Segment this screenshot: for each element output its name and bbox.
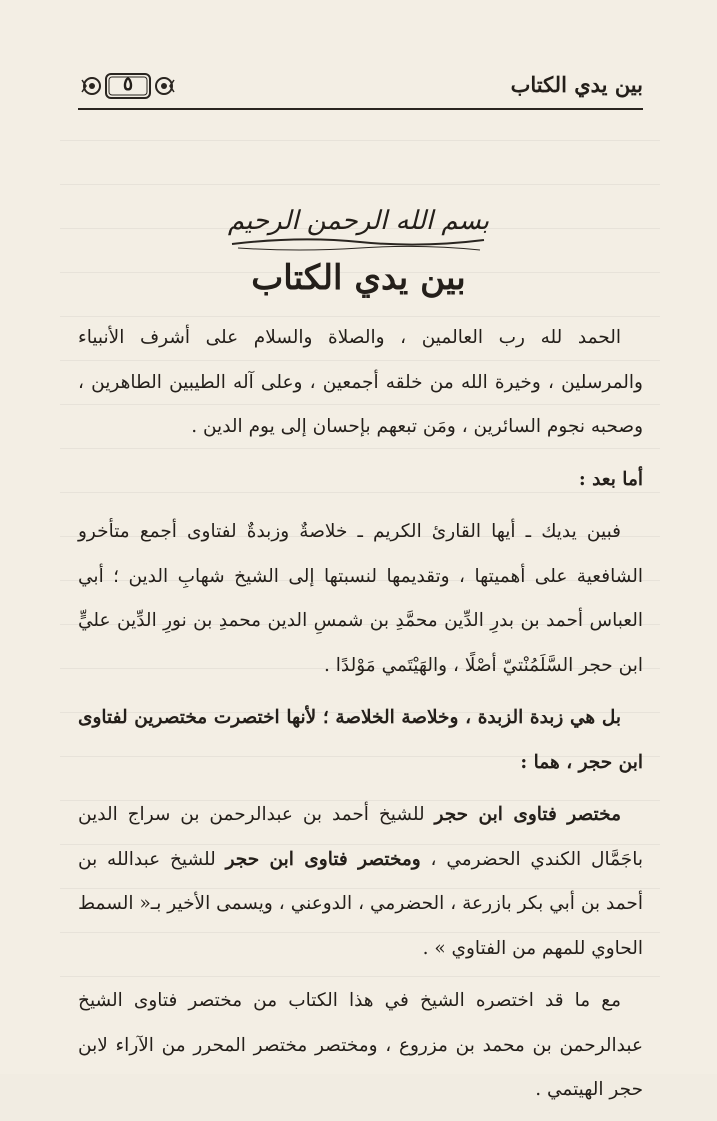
page-number: ٥ <box>122 73 134 95</box>
section-heading-amma-bad: أما بعد : <box>578 468 643 490</box>
paragraph-summary-of-summaries: بل هي زبدة الزبدة ، وخلاصة الخلاصة ؛ لأنها اختصرت مختصرين لفتاوى ابن حجر ، هما : <box>78 707 643 773</box>
first-abridgement-title: مختصر فتاوى ابن حجر <box>434 804 621 825</box>
running-title: بين يدي الكتاب <box>510 72 643 97</box>
paragraph-additional-sources: مع ما قد اختصره الشيخ في هذا الكتاب من مختصر فتاوى الشيخ عبدالرحمن بن محمد بن مزروع ، ومختصر مختصر المحرر من الآراء لابن حجر الهيتمي . <box>78 990 643 1100</box>
page-header <box>78 68 643 110</box>
paragraph-two-abridgements <box>78 793 643 971</box>
second-abridgement-title: ومختصر فتاوى ابن حجر <box>225 848 421 870</box>
first-abridgement-author: للشيخ أحمد بن عبدالرحمن بن سراج الدين باجَمَّال الكندي الحضرمي ، <box>78 804 643 870</box>
paragraph-introduction: فبين يديك ـ أيها القارئ الكريم ـ خلاصةٌ وزبدةٌ لفتاوى أجمع متأخرو الشافعية على أهميتها ، وتقديمها لنسبتها إلى الشيخ شهابِ الدين ؛ أبي العباس أحمد بن بدرِ الدِّين محمَّدِ بن شمسِ الدين محمدِ بن نورِ الدِّين عليٍّ ابن حجر السَّلَمُنْتيّ أصْلًا ، والهَيْتَمي مَوْلدًا . <box>78 521 643 676</box>
second-abridgement-author: للشيخ عبدالله بن أحمد بن أبي بكر بازرعة ، الحضرمي ، الدوعني ، ويسمى الأخير بـ« السمط الحاوي للمهم من الفتاوي » . <box>78 848 643 959</box>
paragraph-praise: الحمد لله رب العالمين ، والصلاة والسلام على أشرف الأنبياء والمرسلين ، وخيرة الله من خلقه أجمعين ، وعلى آله الطيبين الطاهرين ، وصحبه نجوم السائرين ، ومَن تبعهم بإحسان إلى يوم الدين . <box>78 327 643 437</box>
basmala: بسم الله الرحمن الرحيم <box>227 206 490 236</box>
chapter-title: بين يدي الكتاب <box>251 258 466 298</box>
body-text <box>78 316 643 1121</box>
